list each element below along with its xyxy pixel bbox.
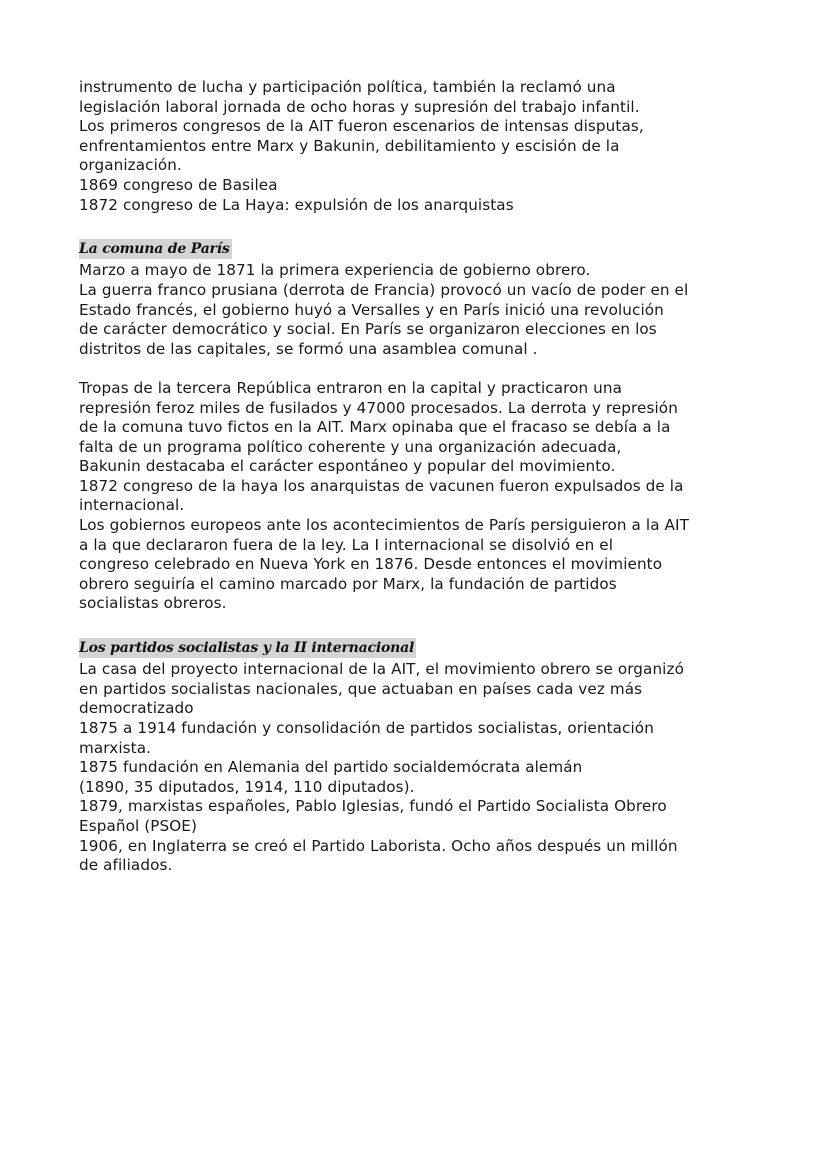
text-line: democratizado [79, 699, 194, 718]
comuna-paragraph-1 [79, 261, 769, 359]
text-line: La casa del proyecto internacional de la AIT, el movimiento obrero se organizó [79, 660, 684, 679]
text-line: represión feroz miles de fusilados y 47000 procesados. La derrota y represión [79, 398, 678, 417]
text-line: congreso celebrado en Nueva York en 1876. Desde entonces el movimiento [79, 555, 663, 574]
section-heading-partidos: Los partidos socialistas y la II internacional [79, 639, 415, 656]
text-line: obrero seguiría el camino marcado por Marx, la fundación de partidos [79, 574, 617, 593]
text-line: 1906, en Inglaterra se creó el Partido Laborista. Ocho años después un millón [79, 836, 678, 855]
text-line: instrumento de lucha y participación política, también la reclamó una [79, 78, 616, 96]
text-line: Tropas de la tercera República entraron en la capital y practicaron una [79, 378, 623, 397]
spacer [79, 614, 769, 634]
text-line: falta de un programa político coherente y una organización adecuada, [79, 437, 622, 456]
text-line: 1872 congreso de la haya los anarquistas de vacunen fueron expulsados de la [79, 476, 684, 495]
partidos-paragraph [79, 660, 769, 876]
text-line: de la comuna tuvo fictos en la AIT. Marx opinaba que el fracaso se debía a la [79, 418, 671, 437]
text-line: a la que declararon fuera de la ley. La I internacional se disolvió en el [79, 535, 614, 554]
intro-paragraph [79, 78, 769, 215]
text-line: enfrentamientos entre Marx y Bakunin, debilitamiento y escisión de la [79, 136, 620, 155]
section-heading-comuna: La comuna de París [79, 240, 230, 257]
text-line: organización. [79, 156, 182, 175]
text-line: 1879, marxistas españoles, Pablo Iglesias, fundó el Partido Socialista Obrero [79, 797, 667, 816]
text-line: 1872 congreso de La Haya: expulsión de los anarquistas [79, 195, 514, 214]
comuna-paragraph-2 [79, 379, 769, 614]
text-line: 1875 fundación en Alemania del partido socialdemócrata alemán [79, 758, 583, 777]
text-line: socialistas obreros. [79, 594, 227, 613]
document-page [79, 78, 769, 876]
section-heading-wrap [79, 638, 769, 658]
spacer [79, 359, 769, 379]
text-line: de carácter democrático y social. En París se organizaron elecciones en los [79, 320, 657, 339]
text-line: en partidos socialistas nacionales, que actuaban en países cada vez más [79, 679, 643, 698]
text-line: Los primeros congresos de la AIT fueron escenarios de intensas disputas, [79, 117, 644, 136]
text-line: legislación laboral jornada de ocho horas y supresión del trabajo infantil. [79, 97, 640, 116]
text-line: 1875 a 1914 fundación y consolidación de partidos socialistas, orientación [79, 719, 654, 737]
text-line: La guerra franco prusiana (derrota de Francia) provocó un vacío de poder en el [79, 280, 689, 299]
text-line: internacional. [79, 496, 185, 515]
section-heading-wrap [79, 239, 769, 259]
text-line: Estado francés, el gobierno huyó a Versalles y en París inició una revolución [79, 300, 664, 319]
text-line: Marzo a mayo de 1871 la primera experiencia de gobierno obrero. [79, 261, 591, 280]
text-line: Español (PSOE) [79, 816, 198, 835]
spacer [79, 215, 769, 235]
text-line: Bakunin destacaba el carácter espontáneo y popular del movimiento. [79, 457, 616, 476]
text-line: de afiliados. [79, 856, 173, 875]
text-line: marxista. [79, 738, 152, 757]
text-line: 1869 congreso de Basilea [79, 175, 278, 194]
text-line: distritos de las capitales, se formó una asamblea comunal . [79, 339, 538, 358]
text-line: Los gobiernos europeos ante los acontecimientos de París persiguieron a la AIT [79, 516, 689, 535]
text-line: (1890, 35 diputados, 1914, 110 diputados). [79, 777, 415, 796]
